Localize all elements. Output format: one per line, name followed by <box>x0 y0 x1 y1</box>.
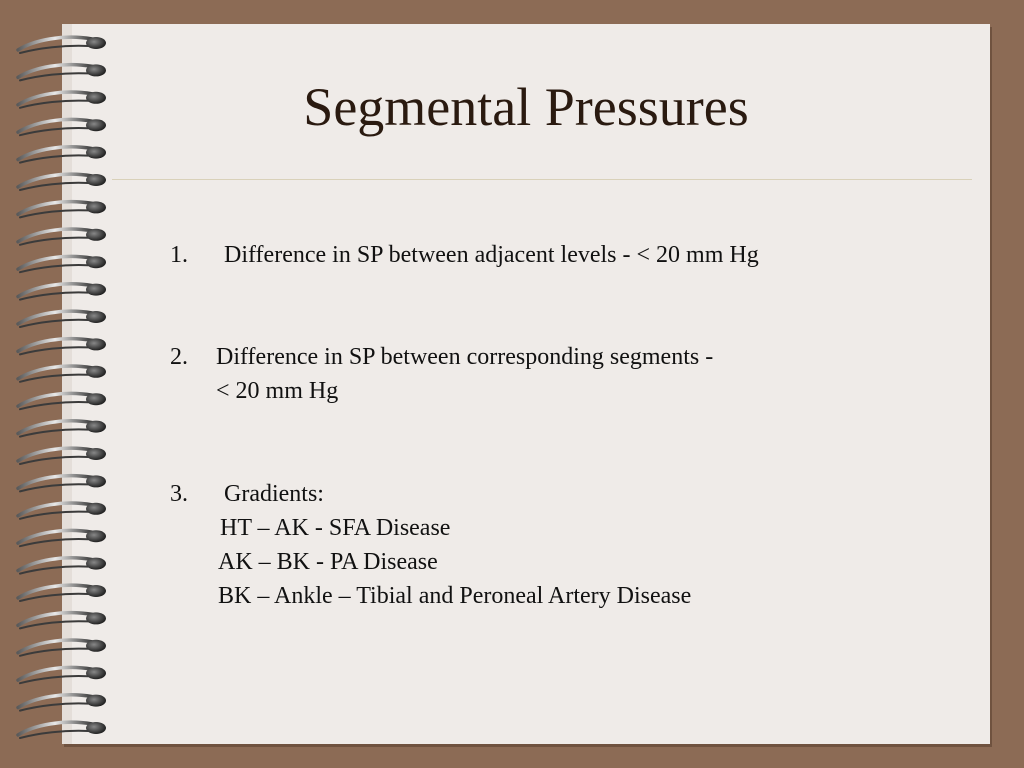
item-line: BK – Ankle – Tibial and Peroneal Artery Disease <box>218 583 692 609</box>
binding-ring <box>18 284 106 300</box>
item-line: Gradients: <box>224 481 324 507</box>
binding-ring <box>18 201 106 217</box>
item-line: AK – BK - PA Disease <box>218 549 438 575</box>
spiral-binding-icon <box>14 28 124 740</box>
binding-ring <box>18 119 106 135</box>
binding-ring <box>18 612 106 628</box>
binding-ring <box>18 311 106 327</box>
list-item <box>170 238 759 272</box>
binding-ring <box>18 530 106 546</box>
binding-ring <box>18 695 106 711</box>
binding-ring <box>18 558 106 574</box>
binding-ring <box>18 338 106 354</box>
binding-ring <box>18 366 106 382</box>
binding-ring <box>18 585 106 601</box>
binding-ring <box>18 229 106 245</box>
binding-ring <box>18 37 106 53</box>
binding-ring <box>18 64 106 80</box>
binding-ring <box>18 667 106 683</box>
binding-ring <box>18 503 106 519</box>
binding-ring <box>18 421 106 437</box>
title-divider <box>112 179 972 180</box>
binding-ring <box>18 92 106 108</box>
binding-ring <box>18 393 106 409</box>
slide-title: Segmental Pressures <box>303 77 749 137</box>
binding-ring <box>18 640 106 656</box>
binding-ring <box>18 256 106 272</box>
slide-paper <box>62 24 990 744</box>
list-item <box>170 477 691 613</box>
item-line: Difference in SP between adjacent levels - < 20 mm Hg <box>224 242 759 268</box>
item-line: < 20 mm Hg <box>216 378 339 404</box>
list-item <box>170 340 713 408</box>
binding-ring <box>18 475 106 491</box>
binding-ring <box>18 174 106 190</box>
item-number: 2. <box>170 344 188 370</box>
binding-ring <box>18 147 106 163</box>
binding-ring <box>18 448 106 464</box>
item-line: HT – AK - SFA Disease <box>220 515 451 541</box>
item-line: Difference in SP between corresponding segments - <box>216 344 714 370</box>
item-number: 1. <box>170 242 188 268</box>
binding-ring <box>18 722 106 738</box>
item-number: 3. <box>170 481 188 507</box>
